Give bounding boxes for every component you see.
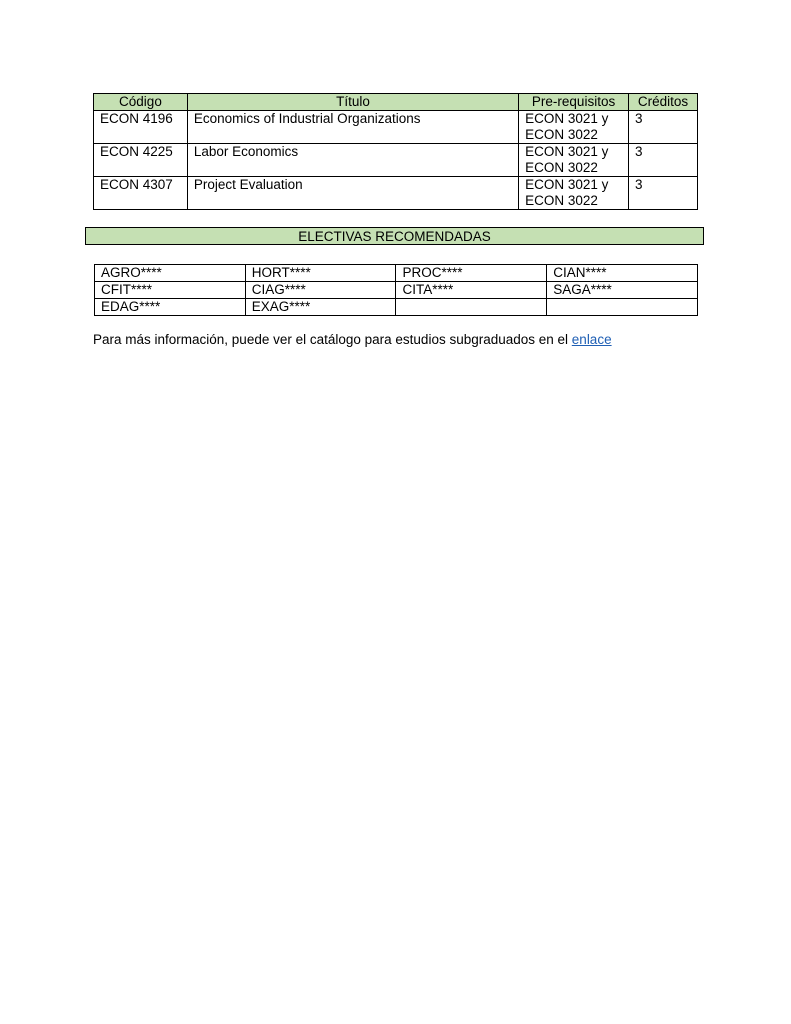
course-credits: 3	[629, 111, 698, 144]
course-credits: 3	[629, 177, 698, 210]
course-code: ECON 4225	[94, 144, 188, 177]
info-paragraph	[93, 332, 612, 348]
table-row	[95, 282, 698, 299]
prereq-line: ECON 3021 y	[525, 144, 609, 159]
table-row	[94, 144, 698, 177]
elective-cell: SAGA****	[547, 282, 698, 299]
course-code: ECON 4196	[94, 111, 188, 144]
prereq-line: ECON 3022	[525, 127, 598, 142]
elective-cell: CIAN****	[547, 265, 698, 282]
catalog-link[interactable]: enlace	[571, 332, 612, 347]
course-title: Economics of Industrial Organizations	[187, 111, 518, 144]
table-row	[94, 177, 698, 210]
elective-cell: AGRO****	[95, 265, 246, 282]
table-row	[94, 111, 698, 144]
prereq-line: ECON 3022	[525, 160, 598, 175]
course-table	[93, 93, 698, 210]
elective-cell	[396, 299, 547, 316]
elective-cell: EXAG****	[245, 299, 396, 316]
course-prereq	[519, 177, 629, 210]
electives-table	[94, 264, 698, 316]
header-titulo: Título	[187, 94, 518, 111]
course-prereq	[519, 111, 629, 144]
elective-cell: PROC****	[396, 265, 547, 282]
prereq-line: ECON 3021 y	[525, 111, 609, 126]
elective-cell: CITA****	[396, 282, 547, 299]
course-table-header-row	[94, 94, 698, 111]
prereq-line: ECON 3021 y	[525, 177, 609, 192]
course-credits: 3	[629, 144, 698, 177]
header-codigo: Código	[94, 94, 188, 111]
course-title: Labor Economics	[187, 144, 518, 177]
course-title: Project Evaluation	[187, 177, 518, 210]
header-prerequisitos: Pre-requisitos	[519, 94, 629, 111]
header-creditos: Créditos	[629, 94, 698, 111]
electivas-heading: ELECTIVAS RECOMENDADAS	[85, 227, 704, 245]
info-text: Para más información, puede ver el catálogo para estudios subgraduados en el	[93, 332, 572, 347]
elective-cell: EDAG****	[95, 299, 246, 316]
course-code: ECON 4307	[94, 177, 188, 210]
table-row	[95, 265, 698, 282]
prereq-line: ECON 3022	[525, 193, 598, 208]
table-row	[95, 299, 698, 316]
elective-cell: HORT****	[245, 265, 396, 282]
elective-cell: CFIT****	[95, 282, 246, 299]
elective-cell: CIAG****	[245, 282, 396, 299]
course-prereq	[519, 144, 629, 177]
elective-cell	[547, 299, 698, 316]
